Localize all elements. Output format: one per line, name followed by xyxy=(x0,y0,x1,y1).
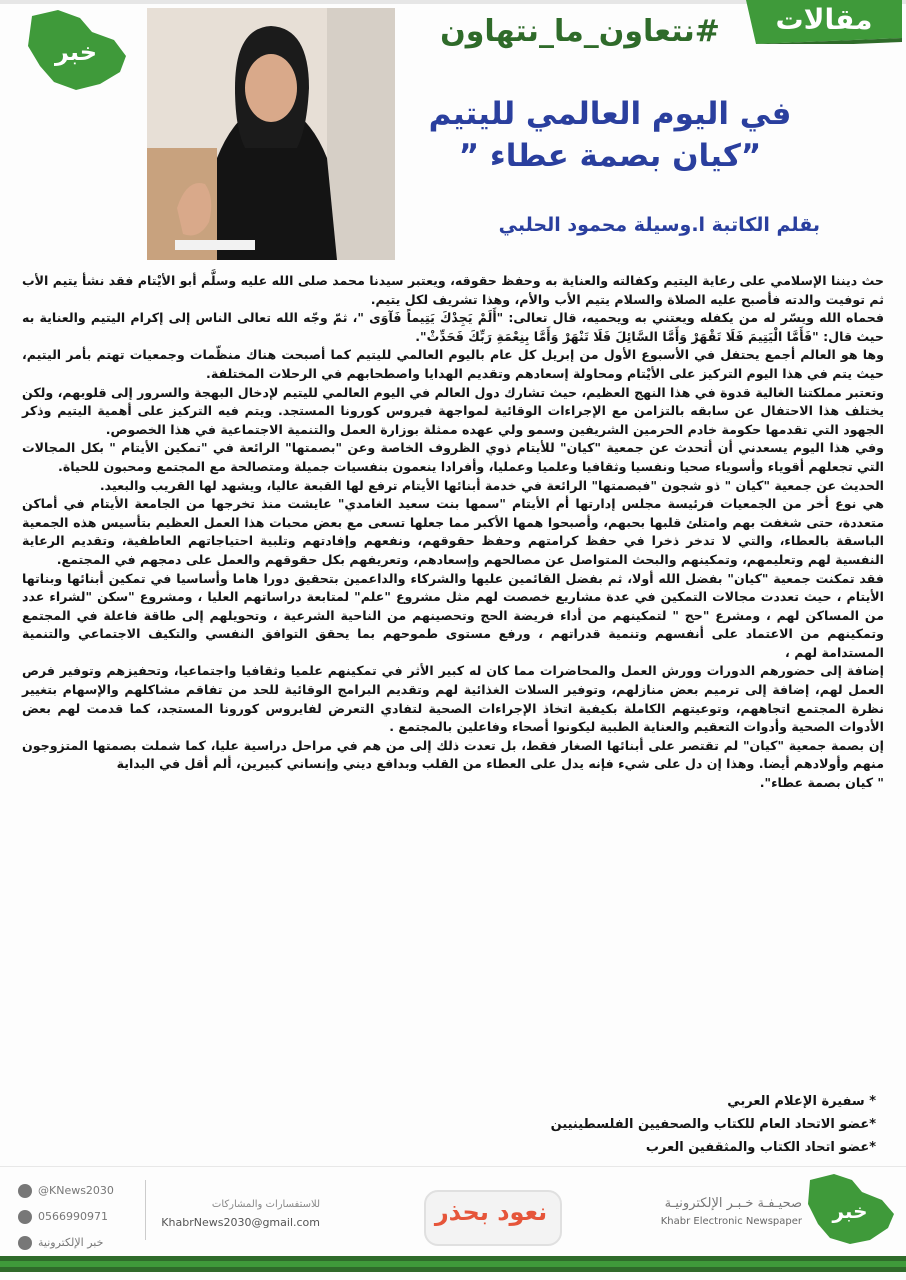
contact-block xyxy=(160,1196,320,1232)
credit-line: *عضو الاتحاد العام للكتاب والصحفيين الفلسطينيين xyxy=(550,1117,876,1132)
hashtag: #نتعاون_ما_نتهاون xyxy=(440,14,720,49)
article-paragraph: حث ديننا الإسلامي على رعاية اليتيم وكفالته والعناية به وحفظ حقوقه، ويعتبر سيدنا محمد صلى الله عليه وسلَّم أبو الأيْتام فقد نشأ يتيم الأب ثم توفيت والدته فأصبح عليه الصلاة والسلام يتيم الأب والأم، وهذا تشريف لكل يتيم. xyxy=(22,273,884,307)
article-paragraph: الحديث عن جمعية "كيان " ذو شجون "فبصمتها" الرائعة في خدمة أبنائها الأيتام ترفع لها القبعة عاليا، ويشهد لها القريب والبعيد. xyxy=(99,477,884,493)
author-byline: بقلم الكاتبة ا.وسيلة محمود الحلبي xyxy=(498,214,820,236)
article-body xyxy=(22,272,884,793)
author-photo xyxy=(147,8,395,260)
whatsapp-link[interactable] xyxy=(18,1204,148,1230)
footer-logo-text: خبر xyxy=(832,1199,868,1223)
paper-name-arabic: صحيـفـة خـبـر الإلكترونيـة xyxy=(664,1196,802,1211)
article-paragraph: وها هو العالم أجمع يحتفل في الأسبوع الأول من إبريل كل عام باليوم العالمي لليتيم كما أصبحت هناك منظّمات وجمعيات تهتم بأمر اليتيم، حيث يتم في هذا اليوم التركيز على الأيْتام ومحاولة إسعادهم وتقديم الهدايا واصطحابهم في الرحلات المختلفة. xyxy=(22,347,884,381)
author-credits xyxy=(420,1090,876,1159)
facebook-icon xyxy=(18,1236,32,1250)
article-title-line2: ”كيان بصمة عطاء ” xyxy=(458,138,762,174)
section-label: مقالات xyxy=(775,3,873,36)
article-paragraph: وتعتبر مملكتنا الغالية قدوة في هذا النهج العظيم، حيث تشارك دول العالم في اليوم العالمي لليتيم لإدخال البهجة والسرور إلى قلوبهم، ولكن يختلف هذا الاحتفال عن سابقه بالتزامن مع الإجراءات الوقائية لمواجهة فيروس كورونا المستجد. ويتم فيه التركيز على أهمية اليتيم وذكر الجهود التي تقدمها حكومة خادم الحرمين الشريفين وسمو ولي عهده ممثلة بوزارة العمل والتنمية الاجتماعية في هذا الخصوص. xyxy=(22,384,884,437)
article-paragraph: " كيان بصمة عطاء". xyxy=(759,775,884,791)
bottom-pattern-band xyxy=(0,1256,906,1272)
khabr-logo-map xyxy=(18,6,136,94)
footer-divider xyxy=(0,1166,906,1167)
logo-text: خبر xyxy=(54,38,98,66)
twitter-link[interactable] xyxy=(18,1178,148,1204)
author-photo-illustration xyxy=(147,8,395,260)
social-links xyxy=(18,1178,148,1256)
credit-line: *عضو اتحاد الكتاب والمثقفين العرب xyxy=(645,1140,876,1155)
credit-line: * سفيرة الإعلام العربي xyxy=(727,1094,876,1109)
whatsapp-number: 0566990971 xyxy=(38,1210,108,1223)
article-paragraph: فقد تمكنت جمعية "كيان" بفضل الله أولا، ثم بفضل القائمين عليها والشركاء والداعمين بتحقيق دورا هاما وأساسيا في تمكين أبنائها وبناتها الأيتام ، حيث تعددت مجالات التمكين في عدة مشاريع خصصت لهم مثل مشروع "علم" لمتابعة دراساتهم العليا ، ومشروع "سكن "لشراء عدد من المساكن لهم ، ومشرع "حج " لتمكينهم من أداء فريضة الحج وتحصينهم من الناحية الشرعية ، وتحويلهم إلى طاقة فاعلة في المجتمع وتمكينهم من الاعتماد على أنفسهم وتنمية قدراتهم ، ورفع مستوى طموحهم بما يحقق التوافق النفسي والتكيف الاجتماعي والتنمية المستدامة لهم ، xyxy=(22,570,884,660)
contact-label: للاستفسارات والمشاركات xyxy=(211,1199,320,1210)
article-title-line1: في اليوم العالمي لليتيم xyxy=(428,96,792,132)
paper-name-english: Khabr Electronic Newspaper xyxy=(660,1216,802,1227)
twitter-handle: @KNews2030 xyxy=(38,1184,114,1197)
contact-email[interactable]: KhabrNews2030@gmail.com xyxy=(161,1216,320,1229)
article-paragraph: إن بصمة جمعية "كيان" لم تقتصر على أبنائها الصغار فقط، بل تعدت ذلك إلى من هم في مراحل دراسية عليا، كما شملت بصمتها المتزوجون منهم وأولادهم أيضا. وهذا إن دل على شيء فإنه يدل على العطاء من القلب وبدافع ديني وإنساني كبيرين، ألم أقل في البداية xyxy=(22,737,884,772)
footer-vertical-divider xyxy=(145,1180,146,1240)
article-paragraph: هي نوع أخر من الجمعيات فرئيسة مجلس إدارتها أم الأيتام "سمها بنت سعيد الغامدي" عايشت منذ تخرجها من الجامعة الأيتام في أماكن متعددة، حتى شغفت بهم وامتلئ قلبها بحبهم، وأصبحوا همها الأكبر مما جعلها تسعى مع بعض محبات هذا العمل العظيم بتأسيس هذه الجمعية الباسقة بالعطاء، والتي لا تدخر ذخرا في حفظ كرامتهم وحفظ حقوقهم، ونفعهم وإفادتهم وتلبية احتياجاتهم العاطفية، وتقديم الرعاية النفسية لهم وتعليمهم، وتمكينهم والبحث المتواصل عن مصالحهم وإسعادهم، وتعريفهم بكل حقوقهم والعمل على دمجهم في المجتمع. xyxy=(22,496,884,567)
campaign-label: نعود بحذر xyxy=(434,1198,548,1226)
facebook-name: خبر الإلكترونية xyxy=(38,1236,104,1249)
article-paragraph: فحماه الله ويسّر له من يكفله ويعتني به ويحميه، قال تعالى: "أَلَمْ يَجِدْكَ يَتِيماً فَآوَى "، ثمّ وجّه الله تعالى الناس إلى إكرام اليتيم والعناية به حيث قال: "فَأَمَّا الْيَتِيمَ فَلَا تَقْهَرْ وَأَمَّا السَّائِلَ فَلَا تَنْهَرْ وَأَمَّا بِنِعْمَةِ رَبِّكَ فَحَدِّثْ". xyxy=(22,310,884,344)
footer-logo-map xyxy=(800,1170,900,1248)
whatsapp-icon xyxy=(18,1210,32,1224)
twitter-icon xyxy=(18,1184,32,1198)
facebook-link[interactable] xyxy=(18,1230,148,1256)
article-paragraph: وفي هذا اليوم يسعدني أن أتحدث عن جمعية "كيان" للأيتام ذوي الظروف الخاصة وعن "بصمتها" الرائعة في "تمكين الأيتام " بكل المجالات التي تجعلهم أقوياء وأسوياء صحيا ونفسيا وثقافيا وعلميا وعمليا، وأفرادا ينعمون بنفسيات جميلة ومتصالحة مع المجتمع ومحبون للحياة. xyxy=(22,440,884,474)
article-paragraph: إضافة إلى حضورهم الدورات وورش العمل والمحاضرات مما كان له كبير الأثر في تمكينهم علميا وثقافيا واجتماعيا، وتحفيزهم وتوفير فرص العمل لهم، إضافة إلى ترميم بعض منازلهم، وتوفير السلات الغذائية لهم وتقديم البرامج الوقائية للحد من تفاقم مشاكلهم والإسهام بتغيير نظرة المجتمع اتجاههم، وتوعيتهم الكاملة بكيفية اتخاذ الإجراءات الصحية لتفادي التعرض لفايروس كورونا المستجد، كما قدمت لهم بعض الأدوات الصحية وأدوات التعقيم والعناية الطبية ليكونوا أصحاء وفاعلين بالمجتمع . xyxy=(22,663,884,735)
